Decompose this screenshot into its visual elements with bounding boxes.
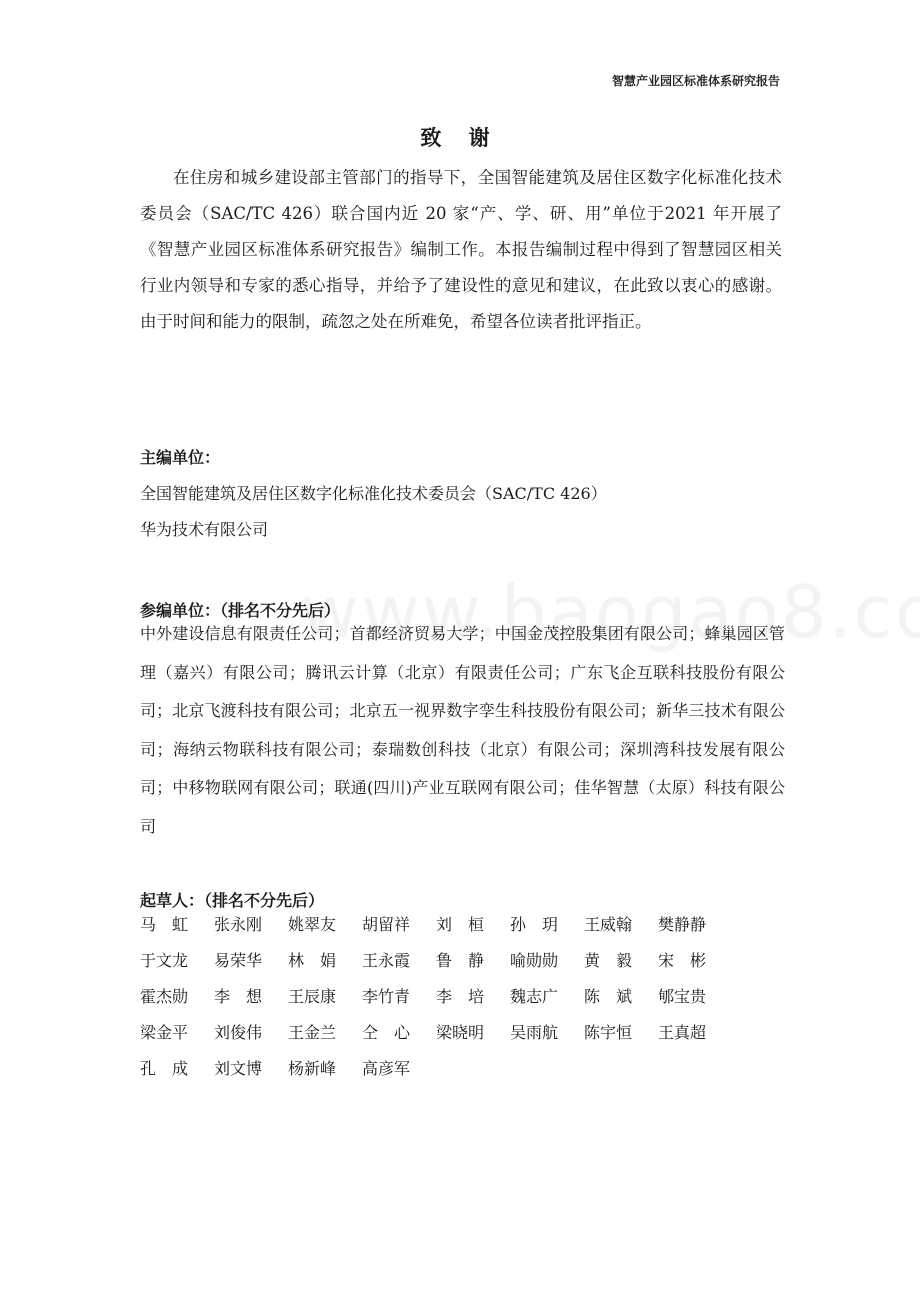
- drafter-name: 王威翰: [584, 915, 633, 934]
- drafter-name: 胡留祥: [362, 915, 411, 934]
- drafter-name: 黄 毅: [584, 951, 633, 970]
- drafter-name: 王永霞: [362, 951, 411, 970]
- participating-units-heading: 参编单位：（排名不分先后）: [140, 601, 341, 620]
- drafter-name: 喻勋勋: [510, 951, 559, 970]
- drafter-name: 马 虹: [140, 915, 189, 934]
- drafter-name: 高彦军: [362, 1059, 411, 1078]
- drafter-name: 梁晓明: [436, 1023, 485, 1042]
- running-header: 智慧产业园区标准体系研究报告: [611, 74, 780, 88]
- chief-editor-org: 华为技术有限公司: [140, 520, 269, 539]
- participating-units-list: 中外建设信息有限责任公司；首都经济贸易大学；中国金茂控股集团有限公司；蜂巢园区管理（嘉兴）有限公司；腾讯云计算（北京）有限责任公司；广东飞企互联科技股份有限公司；北京飞渡科技有限公司；北京五一视界数字孪生科技股份有限公司；新华三技术有限公司；海纳云物联科技有限公司；泰瑞数创科技（北京）有限公司；深圳湾科技发展有限公司；中移物联网有限公司；联通(四川)产业互联网有限公司；佳华智慧（太原）科技有限公司: [140, 624, 785, 836]
- drafter-name: 李 培: [436, 987, 485, 1006]
- drafter-name: 郇宝贵: [658, 987, 707, 1006]
- drafter-name: 易荣华: [214, 951, 263, 970]
- drafter-name: 于文龙: [140, 951, 189, 970]
- drafter-name: 魏志广: [510, 987, 559, 1006]
- drafter-name: 王辰康: [288, 987, 337, 1006]
- drafter-name: 王真超: [658, 1023, 707, 1042]
- drafter-name: 杨新峰: [288, 1059, 337, 1078]
- drafter-name: 梁金平: [140, 1023, 189, 1042]
- drafter-name: 张永刚: [214, 915, 263, 934]
- acknowledgement-paragraph: 在住房和城乡建设部主管部门的指导下，全国智能建筑及居住区数字化标准化技术委员会（SAC/TC 426）联合国内近 20 家“产、学、研、用”单位于2021 年开展了《智慧产业园区标准体系研究报告》编制工作。本报告编制过程中得到了智慧园区相关行业内领导和专家的悉心指导，并给予了建设性的意见和建议，在此致以衷心的感谢。由于时间和能力的限制，疏忽之处在所难免，希望各位读者批评指正。: [140, 168, 782, 331]
- drafter-name: 王金兰: [288, 1023, 337, 1042]
- drafter-name: 李竹青: [362, 987, 411, 1006]
- drafter-name: 鲁 静: [436, 951, 485, 970]
- drafter-name: 宋 彬: [658, 951, 707, 970]
- drafter-name: 陈宇恒: [584, 1023, 633, 1042]
- drafter-name: 陈 斌: [584, 987, 633, 1006]
- page-title: 致 谢: [420, 126, 500, 150]
- drafter-name: 吴雨航: [510, 1023, 559, 1042]
- drafter-name: 刘 桓: [436, 915, 485, 934]
- chief-editor-org: 全国智能建筑及居住区数字化标准化技术委员会（SAC/TC 426）: [140, 484, 607, 503]
- chief-editors-heading: 主编单位：: [140, 448, 221, 467]
- drafter-name: 霍杰勋: [140, 987, 189, 1006]
- drafter-name: 李 想: [214, 987, 263, 1006]
- drafter-name: 刘文博: [214, 1059, 263, 1078]
- drafter-name: 仝 心: [362, 1023, 411, 1042]
- drafter-name: 林 娟: [288, 951, 337, 970]
- drafter-name: 姚翠友: [288, 915, 337, 934]
- drafter-name: 刘俊伟: [214, 1023, 263, 1042]
- drafter-name: 孙 玥: [510, 915, 559, 934]
- drafter-name: 孔 成: [140, 1059, 189, 1078]
- drafters-heading: 起草人：（排名不分先后）: [140, 891, 325, 910]
- drafter-name: 樊静静: [658, 915, 707, 934]
- drafters-grid: [140, 912, 732, 1092]
